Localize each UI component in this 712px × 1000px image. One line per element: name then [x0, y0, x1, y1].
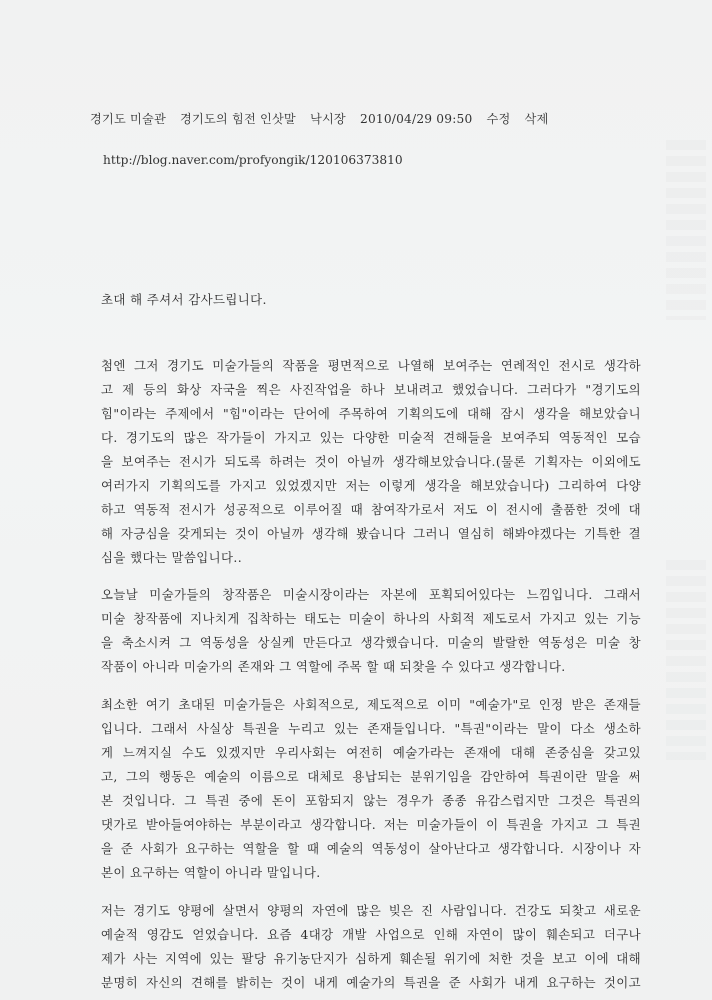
paragraph-3-line: 고, 그의 행동은 예술의 이름으로 대체로 용납되는 분위기임을 감안하여 특권이란 말을 써 — [101, 769, 641, 784]
bleed-through-mark — [666, 140, 706, 320]
paragraph-3-line: 최소한 여기 초대된 미술가들은 사회적으로, 제도적으로 이미 "예술가"로 인정 받은 존재들 — [101, 697, 641, 712]
paragraph-3-line: 댓가로 받아들여야하는 부분이라고 생각합니다. 저는 미술가들이 이 특권을 가지고 그 특권 — [101, 817, 641, 832]
delete-link: 삭제 — [524, 112, 549, 126]
edit-link: 수정 — [486, 112, 511, 126]
paragraph-3-line: 입니다. 그래서 사실상 특권을 누리고 있는 존재들입니다. "특권"이라는 말이 다소 생소하 — [101, 721, 641, 736]
paragraph-4-line: 제가 사는 지역에 있는 팔당 유기농단지가 심하게 훼손될 위기에 처한 것을 보고 이에 대해 — [101, 951, 641, 966]
paragraph-3-line: 본 것입니다. 그 특권 중에 돈이 포함되지 않는 경우가 종종 유감스럽지만 그것은 특권의 — [101, 793, 641, 808]
paragraph-2-line: 미술 창작품에 지나치게 집착하는 태도는 미술이 하나의 사회적 제도로서 가지고 있는 기능 — [101, 611, 641, 626]
paragraph-2-line: 오늘날 미술가들의 창작품은 미술시장이라는 자본에 포획되어있다는 느낌입니다. 그래서 — [101, 587, 641, 602]
paragraph-1-line: 해 자긍심을 갖게되는 것이 아닐까 생각해 봤습니다 그러니 열심히 해봐야겠다는 기특한 결 — [101, 526, 641, 541]
paragraph-1-line: 다. 경기도의 많은 작가들이 가지고 있는 다양한 미술적 견해들을 보여주되 역동적인 모습 — [101, 430, 641, 445]
paragraph-1-line: 하고 역동적 전시가 성공적으로 이루어질 때 참여작가로서 저도 이 전시에 출품한 것에 대 — [101, 502, 641, 517]
bleed-through-mark — [666, 560, 706, 760]
post-author: 낙시장 — [309, 112, 346, 126]
paragraph-4-line: 예술적 영감도 얻었습니다. 요즘 4대강 개발 사업으로 인해 자연이 많이 훼손되고 더구나 — [101, 927, 641, 942]
post-header — [90, 110, 559, 127]
paragraph-1-line: 첨엔 그저 경기도 미술가들의 작품을 평면적으로 나열해 보여주는 연례적인 전시로 생각하 — [101, 358, 641, 373]
paragraph-3-line: 게 느껴지실 수도 있겠지만 우리사회는 여전히 예술가라는 존재에 대해 존중심을 갖고있 — [101, 745, 641, 760]
paragraph-2-line: 작품이 아니라 미술가의 존재와 그 역할에 주목 할 때 되찾을 수 있다고 생각합니다. — [101, 659, 566, 674]
paragraph-3-line: 을 준 사회가 요구하는 역할을 할 때 예술의 역동성이 살아난다고 생각합니다. 시장이나 자 — [101, 841, 641, 856]
paragraph-1-line: 고 제 등의 화상 자국을 찍은 사진작업을 하나 보내려고 했었습니다. 그러다가 "경기도의 — [101, 382, 641, 397]
post-title: 경기도의 힘전 인삿말 — [180, 112, 296, 126]
paragraph-2-line: 을 축소시켜 그 역동성을 상실케 만든다고 생각했습니다. 미술의 발랄한 역동성은 미술 창 — [101, 635, 641, 650]
paragraph-4-line: 분명히 자신의 견해를 밝히는 것이 내게 예술가의 특권을 준 사회가 내게 요구하는 것이고 — [101, 975, 641, 990]
paragraph-1-line: 심을 했다는 말씀입니다.. — [101, 550, 243, 565]
greeting: 초대 해 주셔서 감사드립니다. — [101, 292, 267, 307]
post-datetime: 2010/04/29 09:50 — [359, 112, 473, 126]
paragraph-1-line: 힘"이라는 주제에서 "힘"이라는 단어에 주목하여 기획의도에 대해 잠시 생각을 해보았습니 — [101, 406, 641, 421]
paragraph-1-line: 을 보여주는 전시가 되도록 하려는 것이 아닐까 생각해보았습니다.(물론 기획자는 이외에도 — [101, 454, 641, 469]
paragraph-4-line: 저는 경기도 양평에 살면서 양평의 자연에 많은 빚은 진 사람입니다. 건강도 되찾고 새로운 — [101, 903, 641, 918]
paragraph-3-line: 본이 요구하는 역할이 아니라 말입니다. — [101, 865, 321, 880]
paragraph-1-line: 여러가지 기획의도를 가지고 있었겠지만 저는 이렇게 생각을 해보았습니다) 그리하여 다양 — [101, 478, 641, 493]
post-url: http://blog.naver.com/profyongik/120106373810 — [103, 153, 403, 167]
post-category: 경기도 미술관 — [90, 112, 166, 126]
